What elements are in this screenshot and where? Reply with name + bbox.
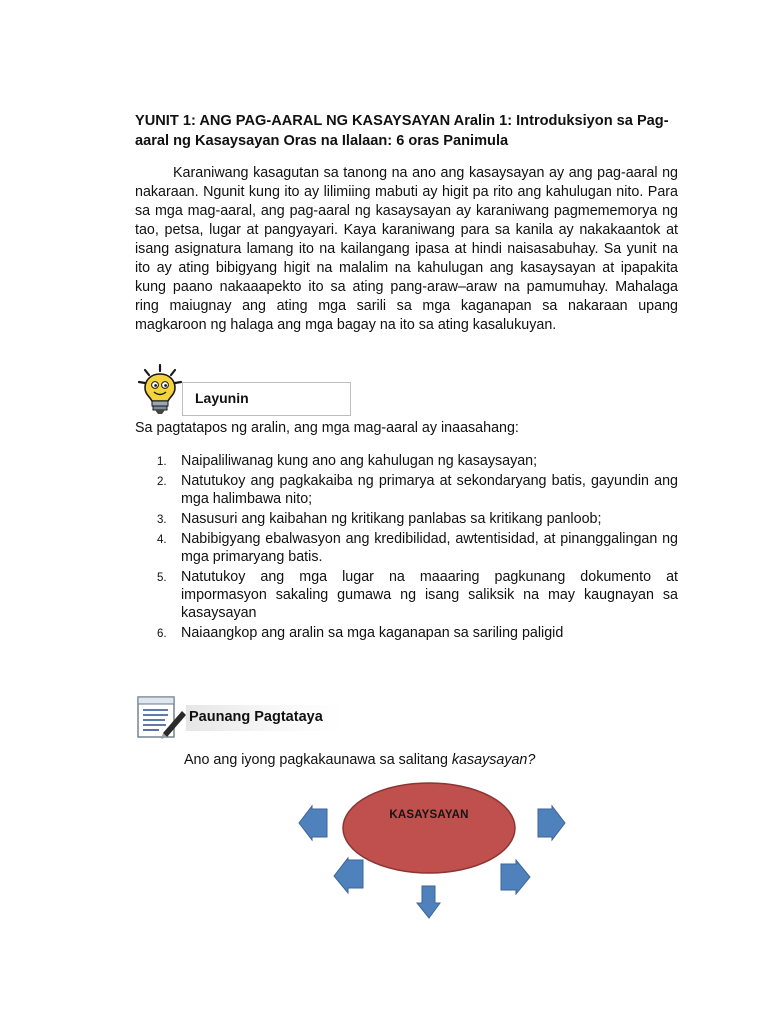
list-item bbox=[135, 568, 678, 622]
list-item bbox=[135, 530, 678, 566]
list-item-number: 2. bbox=[157, 476, 167, 488]
list-item bbox=[135, 452, 678, 470]
list-item-text: Natutukoy ang mga lugar na maaaring pagkunang dokumento at impormasyon sakaling gumawa ng isang saliksik na may kaugnayan sa kasaysayan bbox=[181, 569, 678, 621]
list-item-text: Nasusuri ang kaibahan ng kritikang panlabas sa kritikang panloob; bbox=[181, 511, 602, 527]
list-item-text: Natutukoy ang pagkakaiba ng primarya at sekondaryang batis, gayundin ang mga halimbawa nito; bbox=[181, 473, 678, 507]
pretest-question bbox=[184, 751, 535, 770]
list-item-text: Naiaangkop ang aralin sa mga kaganapan sa sariling paligid bbox=[181, 625, 564, 641]
arrow-right-upper-icon bbox=[538, 806, 565, 840]
objectives-list bbox=[135, 452, 678, 644]
list-item-text: Naipaliliwanag kung ano ang kahulugan ng kasaysayan; bbox=[181, 453, 538, 469]
list-item-number: 5. bbox=[157, 572, 167, 584]
layunin-banner bbox=[182, 382, 351, 416]
center-ellipse bbox=[343, 783, 515, 873]
arrow-left-upper-icon bbox=[299, 806, 327, 840]
intro-paragraph: Karaniwang kasagutan sa tanong na ano ang kasaysayan ay ang pag-aaral ng nakaraan. Ngunit kung ito ay lilimiing mabuti ay higit pa rito ang kahulugan nito. Para sa mga mag-aaral, ang pag-aaral ng kasaysayan ay karaniwang pagmememorya ng tao, petsa, lugar at pangyayari. Kaya karaniwang para sa kanila ay nakakaantok at isang asignatura lamang ito na kailangang ipasa at hindi naisasabuhay. Sa yunit na ito ay ating bibigyang higit na malalim na kahulugan ang kasaysayan at ipapakita kung paano nakaaapekto ito sa ating pang-araw–araw na pamumuhay. Mahalaga ring maiugnay ang ating mga sarili sa mga kaganapan sa nakaraan upang magkaroon ng halaga ang mga bagay na ito sa ating kasalukuyan. bbox=[135, 165, 678, 333]
list-item-number: 1. bbox=[157, 456, 167, 468]
concept-diagram bbox=[290, 780, 580, 925]
objectives-lead: Sa pagtatapos ng aralin, ang mga mag-aaral ay inaasahang: bbox=[135, 420, 519, 436]
ellipse-label: KASAYSAYAN bbox=[389, 809, 469, 821]
arrow-right-lower-icon bbox=[501, 860, 530, 894]
list-item-number: 6. bbox=[157, 628, 167, 640]
lightbulb-icon bbox=[135, 363, 185, 417]
question-prefix: Ano ang iyong pagkakaunawa sa salitang bbox=[184, 752, 452, 768]
paunang-pagtataya-banner bbox=[186, 705, 342, 731]
question-emphasis: kasaysayan? bbox=[451, 752, 536, 768]
layunin-banner-label: Layunin bbox=[195, 390, 249, 406]
list-item bbox=[135, 472, 678, 508]
list-item-number: 4. bbox=[157, 534, 167, 546]
unit-heading: YUNIT 1: ANG PAG-AARAL NG KASAYSAYAN Aralin 1: Introduksiyon sa Pag-aaral ng Kasaysayan Oras na Ilalaan: 6 oras Panimula bbox=[135, 113, 669, 149]
arrow-left-lower-icon bbox=[334, 858, 363, 893]
list-item-text: Nabibigyang ebalwasyon ang kredibilidad, awtentisidad, at pinanggalingan ng mga primaryang batis. bbox=[181, 531, 678, 565]
list-item bbox=[135, 510, 678, 528]
arrow-down-icon bbox=[417, 886, 440, 918]
list-item bbox=[135, 624, 678, 642]
document-pen-icon bbox=[135, 693, 187, 741]
list-item-number: 3. bbox=[157, 514, 167, 526]
paunang-pagtataya-banner-label: Paunang Pagtataya bbox=[189, 709, 323, 725]
